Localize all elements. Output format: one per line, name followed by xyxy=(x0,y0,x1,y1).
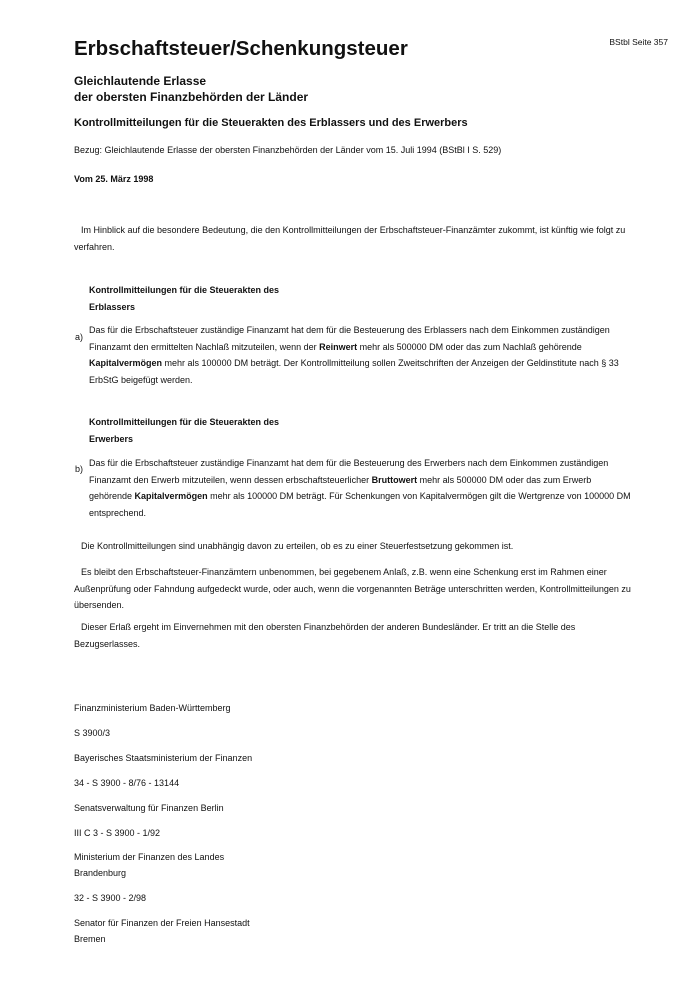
reference-line: Bezug: Gleichlautende Erlasse der obersten Finanzbehörden der Länder vom 15. Juli 1994 (BStBl I S. 529) xyxy=(74,145,502,155)
section-b-heading-line-2: Erwerbers xyxy=(89,433,134,444)
signatory-hb-name-line-2: Bremen xyxy=(74,934,106,944)
signatory-by-ref: 34 - S 3900 - 8/76 - 13144 xyxy=(74,778,180,788)
section-a-heading xyxy=(89,282,279,315)
signatory-bb-name-line-2: Brandenburg xyxy=(74,868,127,878)
section-b-body xyxy=(89,455,634,522)
signatory-hb-name-line-1: Senator für Finanzen der Freien Hansestadt xyxy=(74,918,250,928)
signatory-bb-name xyxy=(74,849,224,881)
document-date: Vom 25. März 1998 xyxy=(74,174,154,184)
subtitle-line-1: Gleichlautende Erlasse xyxy=(74,74,207,88)
signatory-be-name: Senatsverwaltung für Finanzen Berlin xyxy=(74,803,224,813)
subtitle-line-2: der obersten Finanzbehörden der Länder xyxy=(74,90,309,104)
signatory-bb-ref: 32 - S 3900 - 2/98 xyxy=(74,893,147,903)
section-a-heading-line-2: Erblassers xyxy=(89,301,136,312)
paragraph-einvernehmen: Dieser Erlaß ergeht im Einvernehmen mit den obersten Finanzbehörden der anderen Bundesländer. Er tritt an die Stelle des Bezugserlasses. xyxy=(74,622,576,649)
signatory-bw-name: Finanzministerium Baden-Württemberg xyxy=(74,703,231,713)
section-b-marker: b) xyxy=(75,464,84,474)
section-a-bold-2: Kapitalvermögen xyxy=(89,358,163,369)
section-b-bold-2: Kapitalvermögen xyxy=(134,491,208,502)
section-b-heading xyxy=(89,414,279,447)
section-b-text-2: mehr als 500000 DM oder das zum Erwerb gehörende xyxy=(89,474,592,502)
section-a-bold-1: Reinwert xyxy=(319,341,358,352)
section-b-text-1: Das für die Erbschaftsteuer zuständige Finanzamt hat dem für die Besteuerung des Erwerbers nach dem Einkommen zuständigen Finanzamt den Erwerb mitzuteilen, wenn dessen erbschaftsteuerlicher xyxy=(89,458,609,485)
signatory-be-ref: III C 3 - S 3900 - 1/92 xyxy=(74,828,161,838)
signatory-bw-ref: S 3900/3 xyxy=(74,728,111,738)
section-a-marker: a) xyxy=(75,332,84,342)
signatory-by-name: Bayerisches Staatsministerium der Finanzen xyxy=(74,753,253,763)
intro-paragraph: Im Hinblick auf die besondere Bedeutung, die den Kontrollmitteilungen der Erbschaftsteuer-Finanzämter zukommt, ist künftig wie folgt zu verfahren. xyxy=(74,225,626,252)
section-a-text-3: mehr als 100000 DM beträgt. Der Kontrollmitteilung sollen Zweitschriften der Anzeigen der Geldinstitute nach § 33 ErbStG beigefügt werden. xyxy=(89,358,619,386)
section-b-heading-line-1: Kontrollmitteilungen für die Steuerakten des xyxy=(89,417,280,427)
section-a-body xyxy=(89,322,634,389)
section-b-text-3: mehr als 100000 DM beträgt. Für Schenkungen von Kapitalvermögen gilt die Wertgrenze von 100000 DM entsprechend. xyxy=(89,491,631,519)
paragraph-unabhaengig: Die Kontrollmitteilungen sind unabhängig davon zu erteilen, ob es zu einer Steuerfestsetzung gekommen ist. xyxy=(81,541,514,551)
document-subtitle xyxy=(74,73,308,105)
section-a-text-1: Das für die Erbschaftsteuer zuständige Finanzamt hat dem für die Besteuerung des Erblassers nach dem Einkommen zuständigen Finanzamt den ermittelten Nachlaß mitzuteilen, wenn der xyxy=(89,325,610,352)
section-b-bold-1: Bruttowert xyxy=(371,474,418,485)
section-a-heading-line-1: Kontrollmitteilungen für die Steuerakten des xyxy=(89,285,280,295)
signatory-bb-name-line-1: Ministerium der Finanzen des Landes xyxy=(74,852,225,862)
section-a-text-2: mehr als 500000 DM oder das zum Nachlaß gehörende xyxy=(357,341,582,352)
paragraph-anlass: Es bleibt den Erbschaftsteuer-Finanzämtern unbenommen, bei gegebenem Anlaß, z.B. wenn eine Schenkung erst im Rahmen einer Außenprüfung oder Fahndung aufgedeckt wurde, oder auch, wenn die vorgenannten Beträge unterschritten werden, Kontrollmitteilungen zu übersenden. xyxy=(74,567,631,610)
page-reference: BStbl Seite 357 xyxy=(609,37,668,47)
document-heading: Kontrollmitteilungen für die Steuerakten des Erblassers und des Erwerbers xyxy=(74,117,468,129)
document-title: Erbschaftsteuer/Schenkungsteuer xyxy=(74,37,408,60)
signatory-hb-name xyxy=(74,915,250,947)
